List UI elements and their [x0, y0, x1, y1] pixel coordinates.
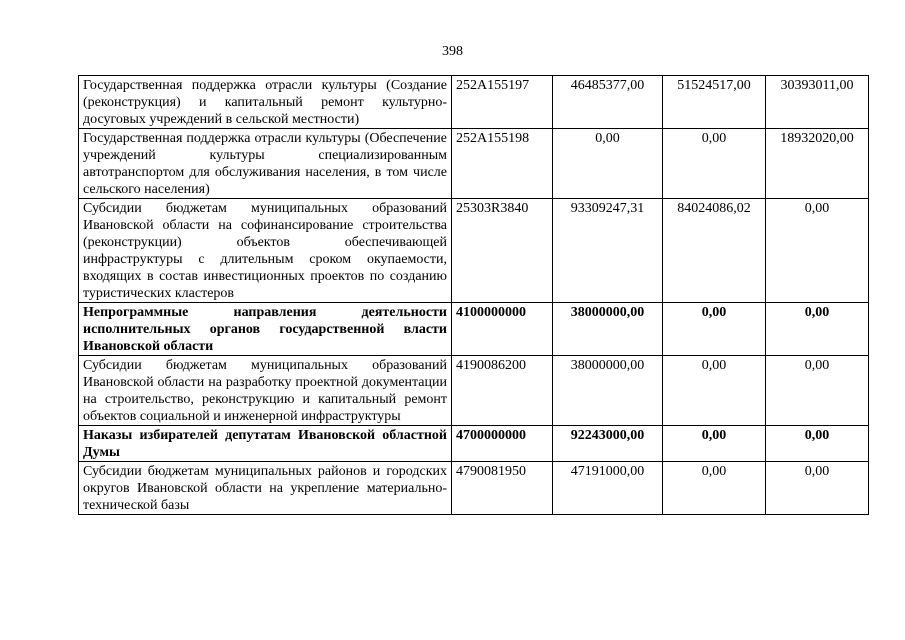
table-row	[79, 356, 869, 426]
table-row	[79, 76, 869, 129]
row-value-2: 0,00	[663, 462, 766, 515]
row-value-3: 0,00	[766, 356, 869, 426]
row-value-3: 18932020,00	[766, 129, 869, 199]
budget-table	[78, 75, 869, 515]
row-name: Субсидии бюджетам муниципальных образований Ивановской области на софинансирование строительства (реконструкции) объектов обеспечивающей инфраструктуры с длительным сроком окупаемости, входящих в состав инвестиционных проектов по созданию туристических кластеров	[79, 199, 452, 303]
row-value-3: 0,00	[766, 199, 869, 303]
row-value-2: 0,00	[663, 356, 766, 426]
row-code: 252A155197	[452, 76, 553, 129]
row-value-1: 46485377,00	[553, 76, 663, 129]
row-name: Наказы избирателей депутатам Ивановской областной Думы	[79, 426, 452, 462]
row-value-1: 92243000,00	[553, 426, 663, 462]
row-value-2: 51524517,00	[663, 76, 766, 129]
row-value-3: 0,00	[766, 426, 869, 462]
row-value-1: 93309247,31	[553, 199, 663, 303]
row-value-2: 0,00	[663, 426, 766, 462]
table-row-section	[79, 426, 869, 462]
row-code: 4100000000	[452, 303, 553, 356]
table-row	[79, 462, 869, 515]
row-name: Непрограммные направления деятельности исполнительных органов государственной власти Ивановской области	[79, 303, 452, 356]
row-value-1: 38000000,00	[553, 356, 663, 426]
row-code: 4700000000	[452, 426, 553, 462]
row-code: 25303R3840	[452, 199, 553, 303]
row-value-2: 84024086,02	[663, 199, 766, 303]
table-row	[79, 199, 869, 303]
row-value-3: 0,00	[766, 462, 869, 515]
row-name: Государственная поддержка отрасли культуры (Создание (реконструкция) и капитальный ремонт культурно-досуговых учреждений в сельской местности)	[79, 76, 452, 129]
table-row	[79, 129, 869, 199]
table-row-section	[79, 303, 869, 356]
row-value-1: 0,00	[553, 129, 663, 199]
row-name: Государственная поддержка отрасли культуры (Обеспечение учреждений культуры специализированным автотранспортом для обслуживания населения, в том числе сельского населения)	[79, 129, 452, 199]
row-value-1: 47191000,00	[553, 462, 663, 515]
row-value-3: 30393011,00	[766, 76, 869, 129]
row-name: Субсидии бюджетам муниципальных районов и городских округов Ивановской области на укрепление материально-технической базы	[79, 462, 452, 515]
row-value-1: 38000000,00	[553, 303, 663, 356]
row-code: 4190086200	[452, 356, 553, 426]
row-code: 252A155198	[452, 129, 553, 199]
row-value-2: 0,00	[663, 303, 766, 356]
row-code: 4790081950	[452, 462, 553, 515]
row-value-3: 0,00	[766, 303, 869, 356]
row-value-2: 0,00	[663, 129, 766, 199]
page-number: 398	[442, 44, 463, 59]
row-name: Субсидии бюджетам муниципальных образований Ивановской области на разработку проектной документации на строительство, реконструкцию и капитальный ремонт объектов социальной и инженерной инфраструктуры	[79, 356, 452, 426]
